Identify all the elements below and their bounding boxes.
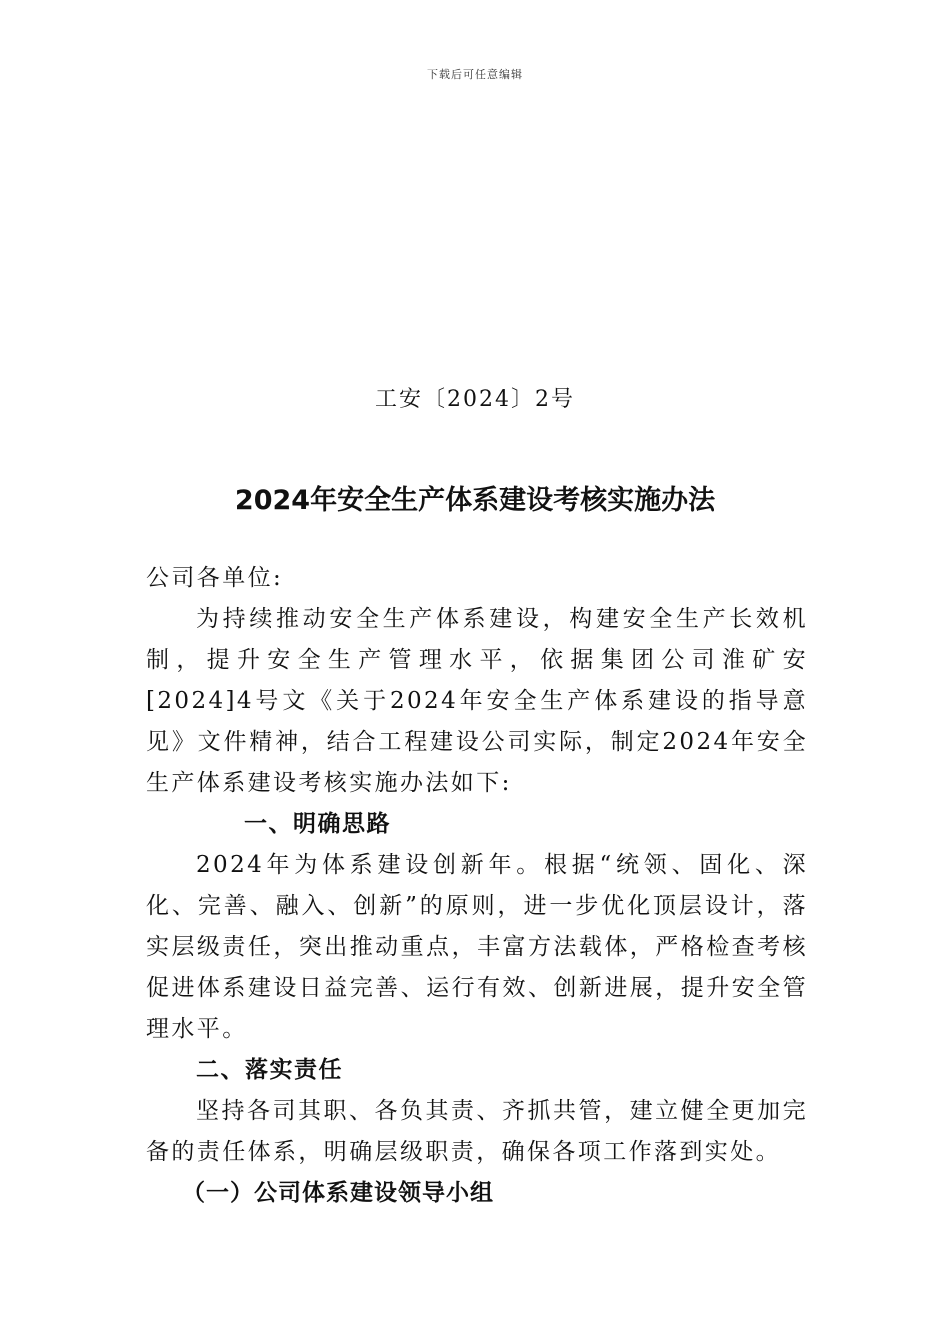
page-header-note: 下载后可任意编辑 bbox=[427, 68, 523, 81]
salutation: 公司各单位: bbox=[146, 565, 284, 591]
section-heading-2: 二、落实责任 bbox=[196, 1057, 343, 1083]
document-title: 2024年安全生产体系建设考核实施办法 bbox=[234, 485, 716, 516]
section-heading-1: 一、明确思路 bbox=[244, 811, 391, 837]
subsection-heading-1: （一）公司体系建设领导小组 bbox=[182, 1180, 494, 1206]
intro-paragraph: 为持续推动安全生产体系建设，构建安全生产长效机制，提升安全生产管理水平，依据集团公司淮矿安[2024]4号文《关于2024年安全生产体系建设的指导意见》文件精神，结合工程建设公司实际，制定2024年安全生产体系建设考核实施办法如下: bbox=[146, 606, 808, 796]
section-2-paragraph: 坚持各司其职、各负其责、齐抓共管，建立健全更加完备的责任体系，明确层级职责，确保各项工作落到实处。 bbox=[146, 1098, 808, 1165]
document-body bbox=[146, 558, 808, 1214]
document-number: 工安〔2024〕2号 bbox=[375, 387, 575, 412]
section-1-paragraph: 2024年为体系建设创新年。根据“统领、固化、深化、完善、融入、创新”的原则，进一步优化顶层设计，落实层级责任，突出推动重点，丰富方法载体，严格检查考核促进体系建设日益完善、运行有效、创新进展，提升安全管理水平。 bbox=[146, 852, 808, 1042]
